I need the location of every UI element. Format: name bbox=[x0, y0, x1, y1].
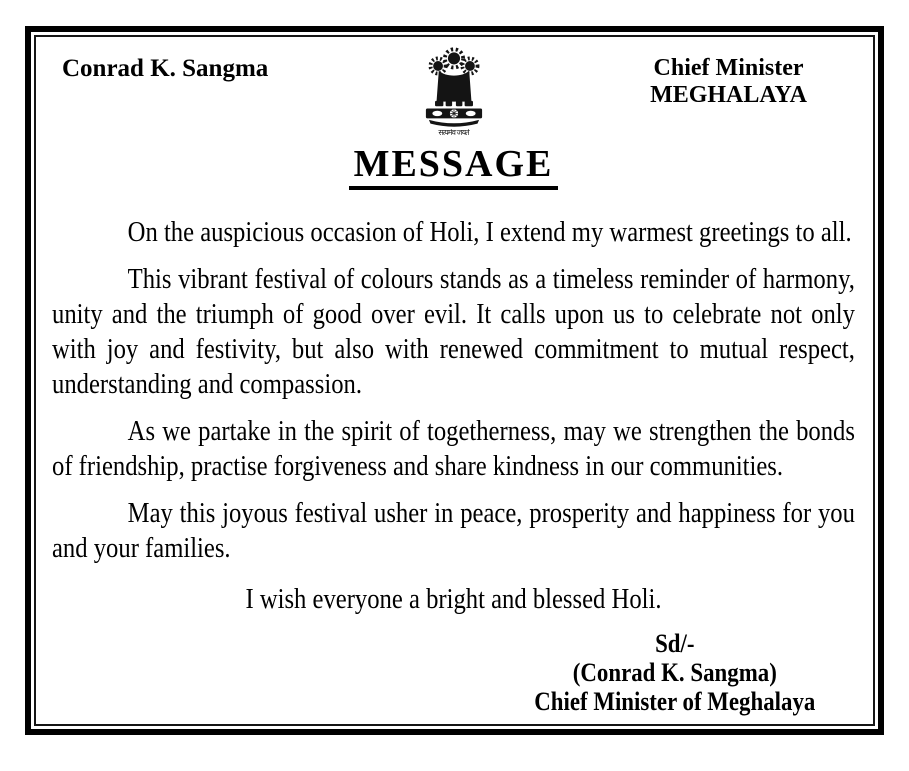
signature-block bbox=[534, 629, 815, 716]
national-emblem bbox=[406, 47, 502, 138]
sender-name: Conrad K. Sangma bbox=[62, 55, 269, 82]
paragraph-wishes: May this joyous festival usher in peace, prosperity and happiness for you and your families. bbox=[52, 498, 855, 564]
message-body bbox=[52, 215, 855, 716]
signature-sd: Sd/- bbox=[655, 629, 695, 658]
signature-designation: Chief Minister of Meghalaya bbox=[534, 687, 816, 716]
india-state-emblem-icon bbox=[416, 47, 492, 129]
page-title: MESSAGE bbox=[349, 143, 559, 190]
signature-name: (Conrad K. Sangma) bbox=[572, 658, 777, 687]
office-title-line2: MEGHALAYA bbox=[650, 82, 807, 108]
office-title-line1: Chief Minister bbox=[653, 55, 804, 81]
emblem-motto-text: सत्यमेव जयते bbox=[438, 129, 469, 137]
paragraph-togetherness: As we partake in the spirit of togetherness, may we strengthen the bonds of friendship, practise forgiveness and share kindness in our communities. bbox=[52, 416, 855, 482]
outer-border-frame bbox=[25, 26, 884, 735]
office-title-block bbox=[650, 55, 807, 135]
title-row bbox=[52, 143, 855, 195]
inner-border-frame bbox=[34, 35, 875, 726]
signature-row bbox=[52, 629, 855, 716]
paragraph-greeting: On the auspicious occasion of Holi, I extend my warmest greetings to all. bbox=[127, 217, 852, 248]
paragraph-festival: This vibrant festival of colours stands as a timeless reminder of harmony, unity and the triumph of good over evil. It calls upon us to celebrate not only with joy and festivity, but also with renewed commitment to mutual respect, understanding and compassion. bbox=[52, 264, 855, 400]
letterhead-header bbox=[52, 47, 855, 135]
closing-line: I wish everyone a bright and blessed Holi. bbox=[245, 584, 662, 615]
